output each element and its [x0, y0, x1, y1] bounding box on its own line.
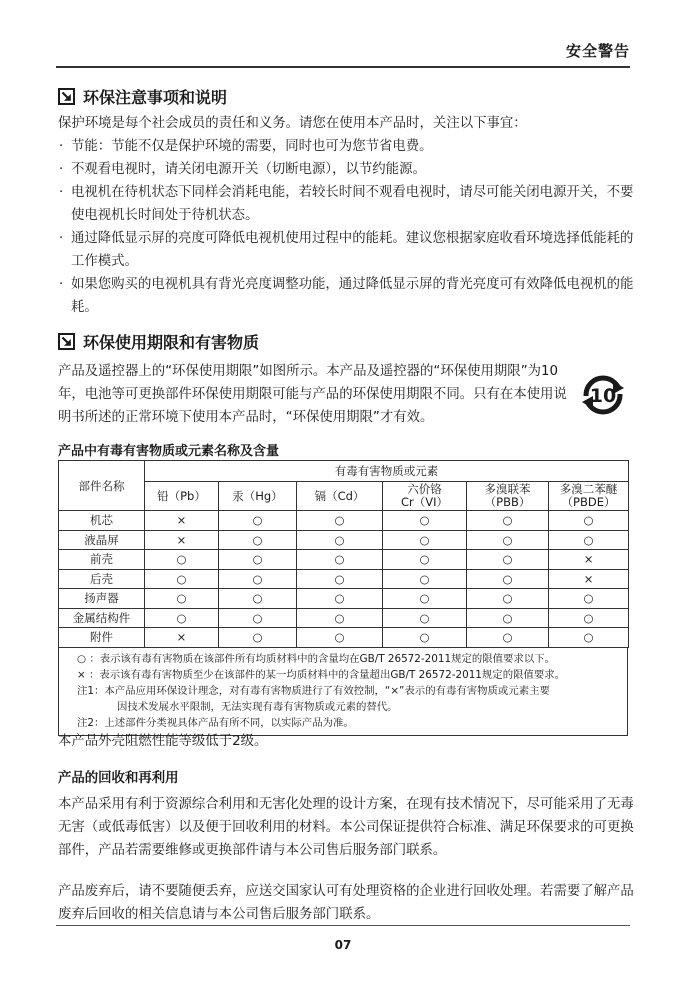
substance-cell: ○ — [219, 550, 297, 570]
part-name-header: 部件名称 — [59, 461, 145, 511]
table-row — [59, 511, 629, 531]
hazard-table-notes — [58, 648, 628, 736]
table-row — [59, 628, 629, 648]
bullet-item: · 不观看电视时，请关闭电源开关（切断电源），以节约能源。 — [58, 158, 636, 181]
substance-cell: × — [145, 530, 219, 550]
substance-cell: ○ — [297, 511, 383, 531]
note-1: 注1：本产品应用环保设计理念，对有毒有害物质进行了有效控制，“×”表示的有毒有害物质或元素主要 — [77, 684, 550, 697]
column-header: 多溴二苯醚 （PBDE） — [549, 482, 629, 511]
note-cross-legend: × ：表示该有毒有害物质至少在该部件的某一均质材料中的含量超出GB/T 26572-2011规定的限值要求。 — [77, 668, 566, 681]
substance-cell: ○ — [297, 530, 383, 550]
section1-intro: 保护环境是每个社会成员的责任和义务。请您在使用本产品时，关注以下事宜： — [58, 116, 527, 131]
eco-logo-number: 10 — [589, 385, 617, 407]
section2-intro: 产品及遥控器上的“环保使用期限”如图所示。本产品及遥控器的“环保使用期限”为10年，电池等可更换部件环保使用期限可能与产品的环保使用期限不同。只有在本使用说明书所述的正常环境下使用本产品时，“环保使用期限”才有效。 — [58, 364, 567, 425]
bullet-item: · 通过降低显示屏的亮度可降低电视机使用过程中的能耗。建议您根据家庭收看环境选择低能耗的工作模式。 — [58, 227, 636, 273]
column-header: 铅（Pb） — [145, 482, 219, 511]
substance-cell: × — [549, 569, 629, 589]
table-row — [59, 589, 629, 609]
substance-cell: ○ — [383, 550, 467, 570]
substance-cell: ○ — [219, 589, 297, 609]
substance-cell: ○ — [297, 608, 383, 628]
header-title: 安全警告 — [565, 42, 630, 60]
table-row — [59, 530, 629, 550]
flame-rating-text: 本产品外壳阻燃性能等级低于2级。 — [58, 734, 268, 749]
substance-cell: ○ — [219, 569, 297, 589]
page-number: 07 — [334, 938, 352, 952]
substance-cell: ○ — [549, 608, 629, 628]
substance-cell: ○ — [467, 569, 549, 589]
substance-cell: ○ — [467, 608, 549, 628]
bullet-item: · 节能：节能不仅是保护环境的需要，同时也可为您节省电费。 — [58, 135, 636, 158]
footer-divider — [56, 925, 630, 926]
substance-cell: ○ — [145, 589, 219, 609]
substance-cell: ○ — [219, 608, 297, 628]
substance-cell: ○ — [549, 628, 629, 648]
table-row — [59, 569, 629, 589]
hazard-table-title: 产品中有毒有害物质或元素名称及含量 — [58, 444, 280, 459]
part-name-cell: 金属结构件 — [59, 608, 145, 628]
column-header: 汞（Hg） — [219, 482, 297, 511]
table-row — [59, 550, 629, 570]
boxed-arrow-icon — [58, 88, 75, 105]
substance-cell: ○ — [467, 511, 549, 531]
substance-cell: ○ — [219, 511, 297, 531]
boxed-arrow-icon — [58, 333, 75, 350]
substance-cell: ○ — [297, 628, 383, 648]
substance-cell: ○ — [297, 589, 383, 609]
substance-cell: ○ — [219, 530, 297, 550]
recycle-paragraph-2: 产品废弃后，请不要随便丢弃，应送交国家认可有处理资格的企业进行回收处理。若需要了解产品废弃后回收的相关信息请与本公司售后服务部门联系。 — [58, 884, 634, 922]
column-header: 六价铬 Cr（VI） — [383, 482, 467, 511]
section1-heading — [58, 85, 227, 108]
substance-cell: ○ — [383, 628, 467, 648]
part-name-cell: 机芯 — [59, 511, 145, 531]
part-name-cell: 后壳 — [59, 569, 145, 589]
bullet-item: · 如果您购买的电视机具有背光亮度调整功能，通过降低显示屏的背光亮度可有效降低电视机的能耗。 — [58, 273, 636, 319]
substance-cell: × — [145, 511, 219, 531]
recycle-heading: 产品的回收和再利用 — [58, 771, 179, 786]
header-divider — [56, 66, 630, 68]
substance-cell: ○ — [383, 511, 467, 531]
eco-period-10-icon — [580, 372, 626, 418]
column-header: 镉（Cd） — [297, 482, 383, 511]
substance-cell: ○ — [467, 530, 549, 550]
section1-title: 环保注意事项和说明 — [83, 88, 228, 107]
substance-cell: ○ — [467, 589, 549, 609]
substance-cell: ○ — [383, 569, 467, 589]
substance-cell: ○ — [219, 628, 297, 648]
substance-cell: ○ — [383, 530, 467, 550]
note-2: 注2：上述部件分类视具体产品有所不同，以实际产品为准。 — [77, 716, 354, 729]
part-name-cell: 附件 — [59, 628, 145, 648]
note-1-continued: 因技术发展水平限制，无法实现有毒有害物质或元素的替代。 — [117, 700, 398, 713]
table-row — [59, 608, 629, 628]
substance-cell: ○ — [383, 608, 467, 628]
bullet-item: · 电视机在待机状态下同样会消耗电能，若较长时间不观看电视时，请尽可能关闭电源开关，不要使电视机长时间处于待机状态。 — [58, 181, 636, 227]
column-header: 多溴联苯 （PBB） — [467, 482, 549, 511]
substances-group-header: 有毒有害物质或元素 — [145, 461, 629, 482]
substance-cell: ○ — [549, 530, 629, 550]
substance-cell: ○ — [145, 608, 219, 628]
substance-cell: × — [549, 550, 629, 570]
substance-cell: ○ — [467, 628, 549, 648]
substance-cell: ○ — [145, 550, 219, 570]
substance-cell: ○ — [297, 550, 383, 570]
substance-cell: ○ — [549, 589, 629, 609]
substance-cell: ○ — [549, 511, 629, 531]
section1-bullet-list — [58, 135, 636, 319]
section2-title: 环保使用期限和有害物质 — [83, 333, 260, 352]
recycle-paragraph-1: 本产品采用有利于资源综合利用和无害化处理的设计方案，在现有技术情况下，尽可能采用了无毒无害（或低毒低害）以及便于回收利用的材料。本公司保证提供符合标准、满足环保要求的可更换部件，产品若需要维修或更换部件请与本公司售后服务部门联系。 — [58, 797, 634, 858]
substance-cell: ○ — [297, 569, 383, 589]
part-name-cell: 液晶屏 — [59, 530, 145, 550]
substance-cell: ○ — [467, 550, 549, 570]
hazard-table-container — [58, 460, 628, 736]
hazard-table — [58, 460, 629, 648]
substance-cell: ○ — [145, 569, 219, 589]
part-name-cell: 扬声器 — [59, 589, 145, 609]
part-name-cell: 前壳 — [59, 550, 145, 570]
note-circle-legend: ○ ：表示该有毒有害物质在该部件所有均质材料中的含量均在GB/T 26572-2011规定的限值要求以下。 — [77, 652, 556, 665]
section2-heading — [58, 330, 259, 353]
substance-cell: ○ — [383, 589, 467, 609]
substance-cell: × — [145, 628, 219, 648]
